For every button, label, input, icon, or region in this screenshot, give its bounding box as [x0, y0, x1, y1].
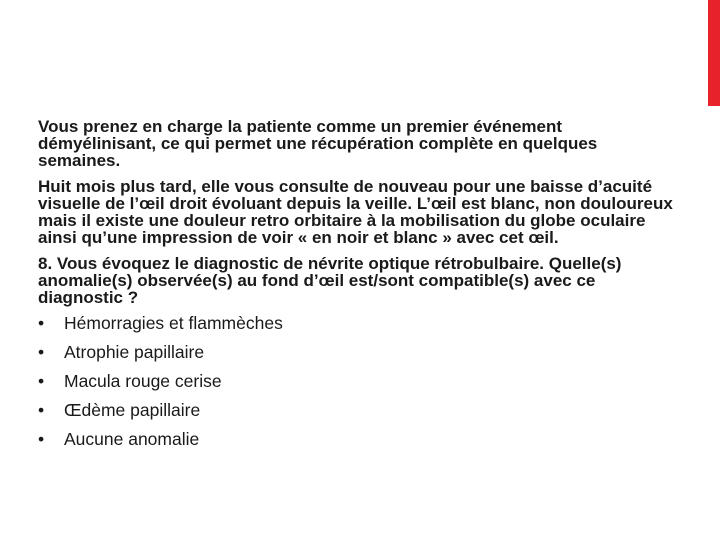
answer-option-text: Hémorragies et flammèches: [64, 313, 283, 333]
answer-option: [38, 344, 678, 373]
case-paragraph: Huit mois plus tard, elle vous consulte de nouveau pour une baisse d’acuité visuelle de l’œil droit évoluant depuis la veille. L’œil est blanc, non douloureux mais il existe une douleur retro orbitaire à la mobilisation du globe oculaire ainsi qu’une impression de voir « en noir et blanc » avec cet œil.: [38, 177, 673, 247]
bullet-icon: •: [38, 313, 45, 333]
answer-option-text: Aucune anomalie: [64, 429, 200, 449]
intro-paragraph: Vous prenez en charge la patiente comme un premier événement démyélinisant, ce qui permet une récupération complète en quelques semaines.: [38, 117, 598, 170]
bullet-icon: •: [38, 429, 45, 449]
answer-option: [38, 373, 678, 402]
answer-option: [38, 431, 678, 460]
answer-options-list: [38, 315, 678, 460]
bullet-icon: •: [38, 371, 45, 391]
bullet-icon: •: [38, 342, 45, 362]
answer-option-text: Atrophie papillaire: [64, 342, 205, 362]
answer-option: [38, 315, 678, 344]
answer-option-text: Œdème papillaire: [64, 400, 201, 420]
accent-bar: [708, 0, 720, 106]
question-paragraph: 8. Vous évoquez le diagnostic de névrite optique rétrobulbaire. Quelle(s) anomalie(s) observée(s) au fond d’œil est/sont compatible(s) avec ce diagnostic ?: [38, 254, 622, 307]
answer-option-text: Macula rouge cerise: [64, 371, 222, 391]
bullet-icon: •: [38, 400, 45, 420]
slide-content: [38, 118, 678, 460]
answer-option: [38, 402, 678, 431]
